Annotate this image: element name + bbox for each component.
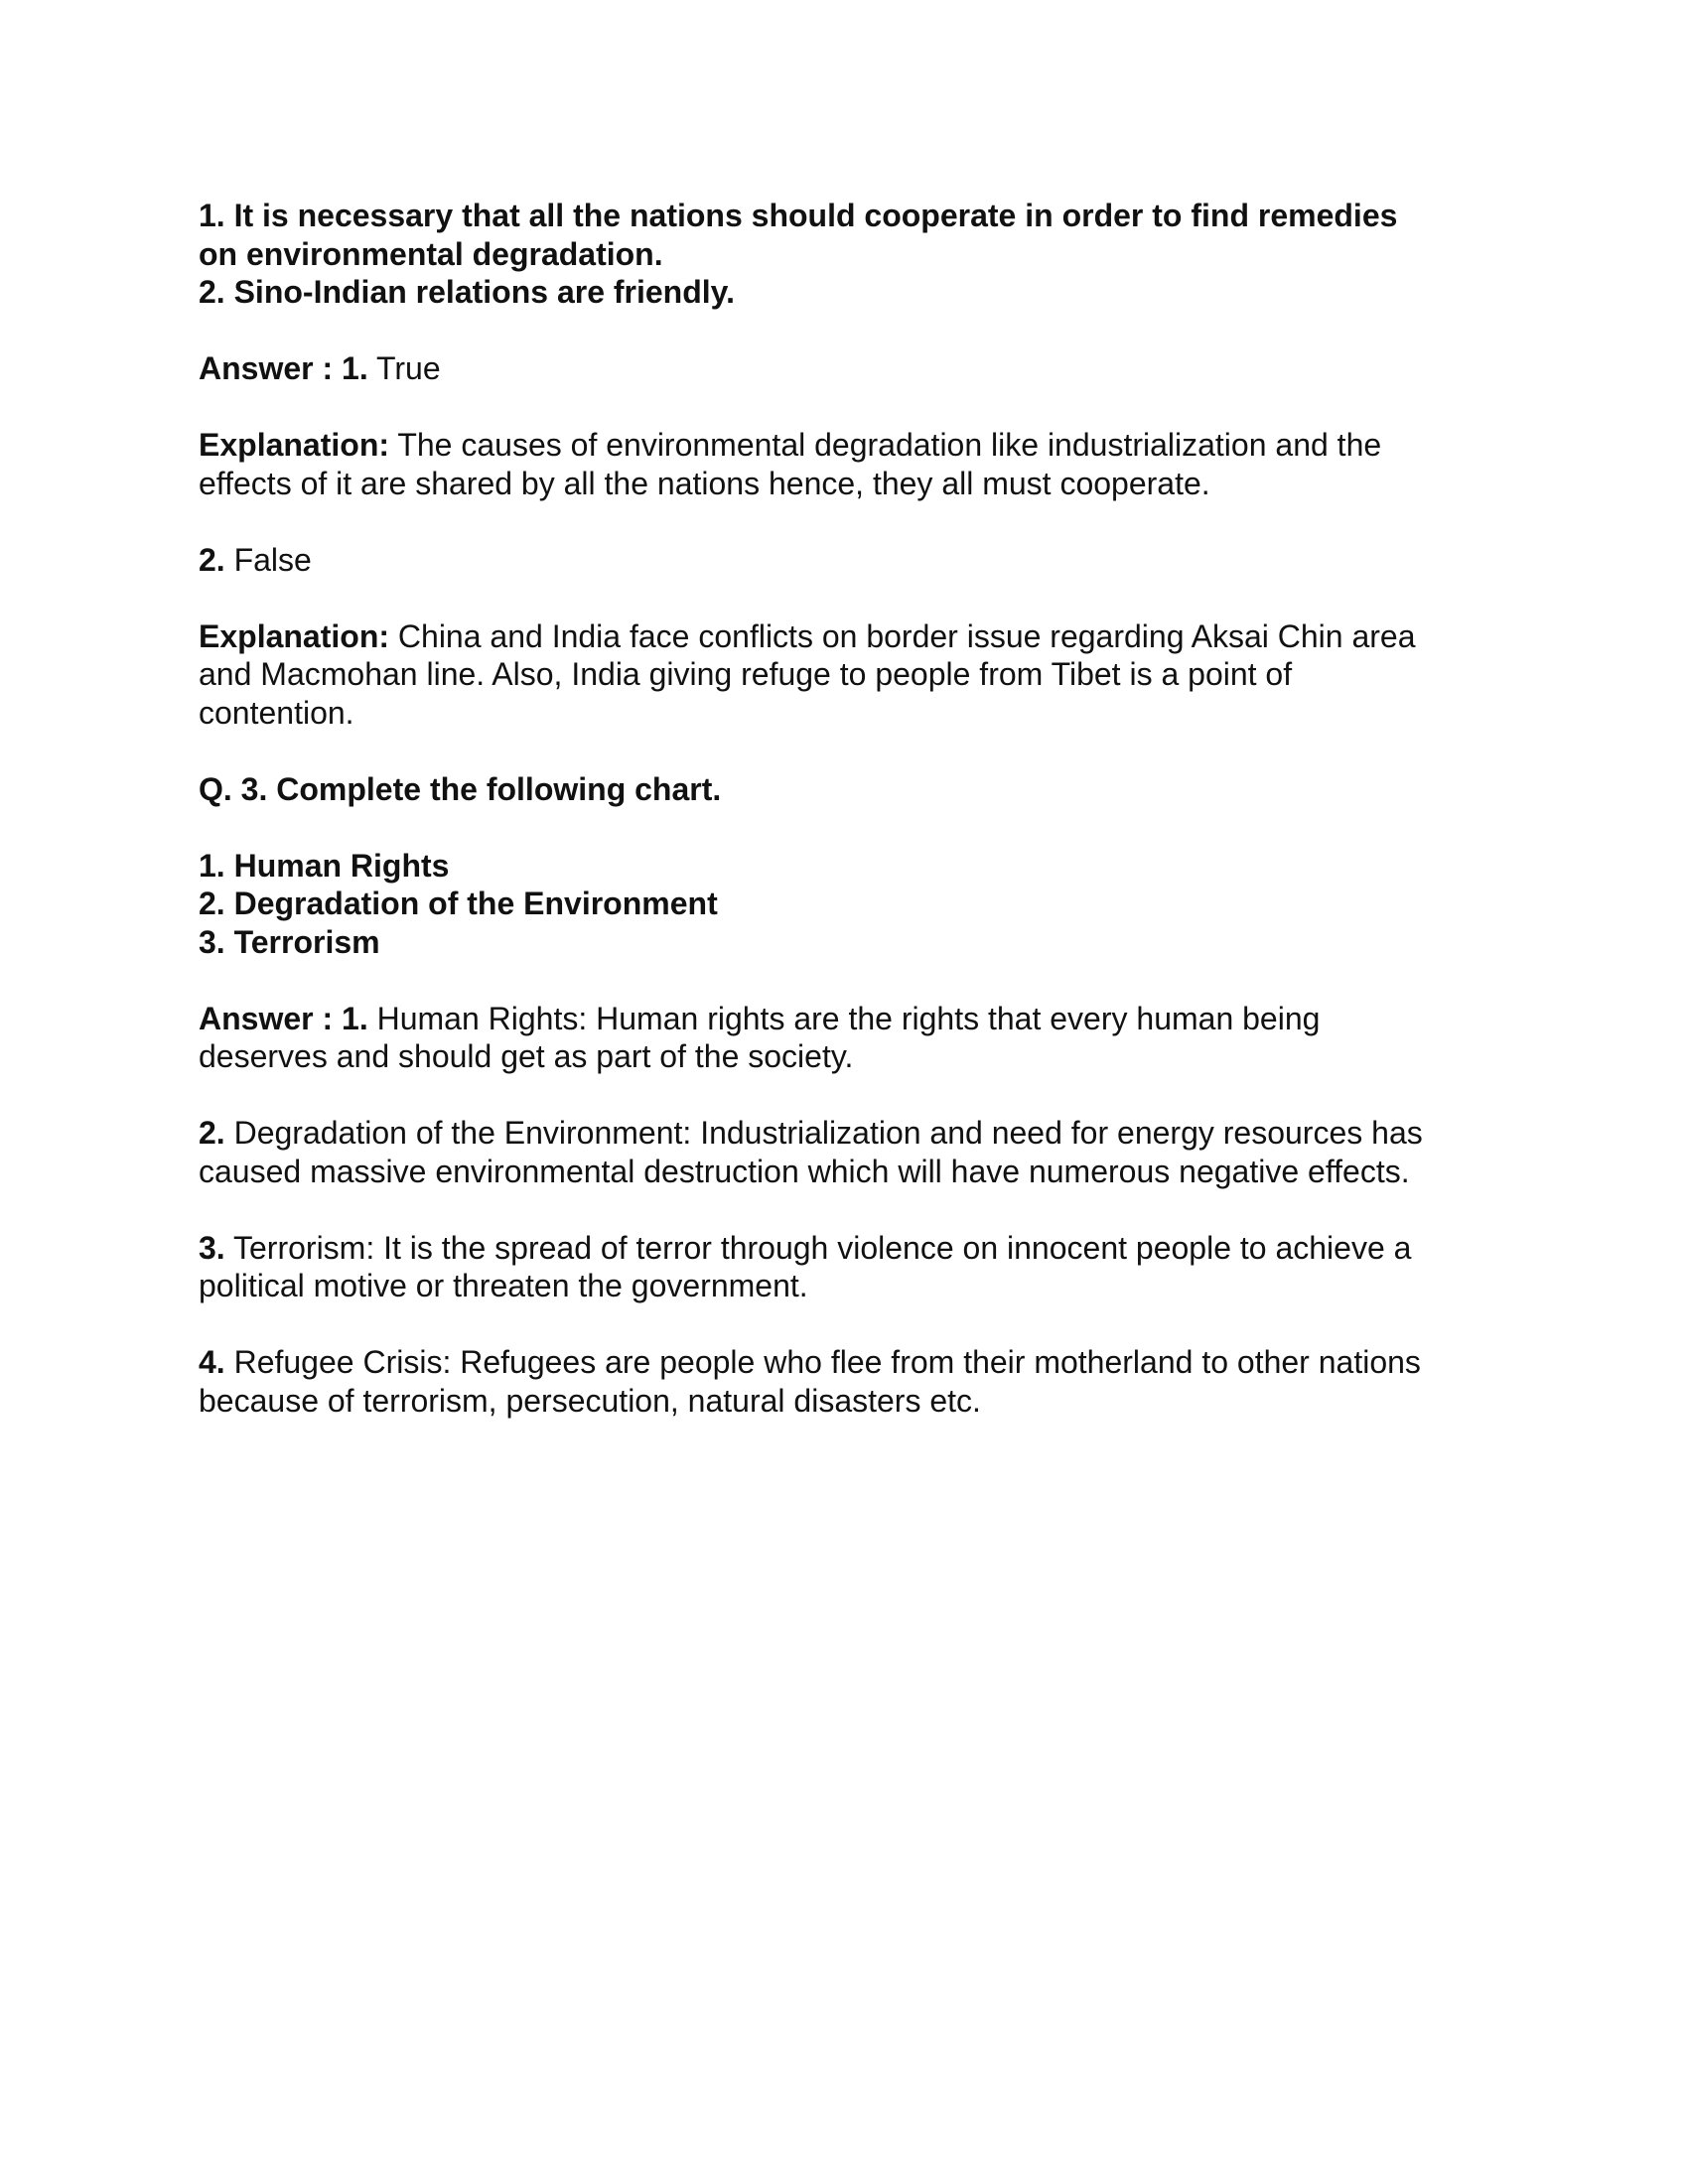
q3-answer-2-line-2: caused massive environmental destruction which will have numerous negative effects. xyxy=(199,1153,1410,1189)
document-page xyxy=(199,197,1489,1420)
q3-answer-1-line-2: deserves and should get as part of the society. xyxy=(199,1038,854,1074)
answer-2-label: 2. xyxy=(199,541,225,578)
answer-text: Human Rights: Human rights are the rights that every human being xyxy=(367,1000,1321,1036)
question-3-title: Q. 3. Complete the following chart. xyxy=(199,770,722,807)
answer-number: 3. xyxy=(199,1229,225,1266)
explanation-label: Explanation: xyxy=(199,617,390,654)
answer-label: Answer : 1. xyxy=(199,350,368,386)
explanation-label: Explanation: xyxy=(199,427,390,463)
answer-number: 4. xyxy=(199,1344,225,1380)
explanation-1-line-2: effects of it are shared by all the nations hence, they all must cooperate. xyxy=(199,465,1210,501)
chart-item-human-rights: 1. Human Rights xyxy=(199,847,450,884)
answer-text: Degradation of the Environment: Industrialization and need for energy resources has xyxy=(224,1115,1423,1151)
q3-answer-3-line-2: political motive or threaten the government. xyxy=(199,1268,808,1303)
explanation-1-line-1 xyxy=(199,426,1489,465)
answer-number: 2. xyxy=(199,1115,225,1151)
answer-value: True xyxy=(367,350,441,386)
q3-answer-4-line-1 xyxy=(199,1343,1489,1382)
explanation-2-line-2: and Macmohan line. Also, India giving refuge to people from Tibet is a point of xyxy=(199,656,1293,692)
answer-2-value: False xyxy=(224,541,312,578)
q3-answer-3-line-1 xyxy=(199,1229,1489,1268)
answer-label: Answer : 1. xyxy=(199,1000,368,1036)
q3-answer-1-line-1 xyxy=(199,1000,1489,1038)
statement-2: 2. Sino-Indian relations are friendly. xyxy=(199,274,735,310)
explanation-2-line-3: contention. xyxy=(199,694,354,731)
statement-1-line-2: on environmental degradation. xyxy=(199,235,663,272)
q3-answer-2-line-1 xyxy=(199,1114,1489,1153)
q3-answer-4-line-2: because of terrorism, persecution, natural disasters etc. xyxy=(199,1382,981,1419)
answer-2 xyxy=(199,541,1489,580)
chart-item-environment: 2. Degradation of the Environment xyxy=(199,886,718,921)
explanation-text: The causes of environmental degradation like industrialization and the xyxy=(389,427,1382,463)
explanation-text: China and India face conflicts on border issue regarding Aksai Chin area xyxy=(389,617,1416,654)
answer-text: Refugee Crisis: Refugees are people who flee from their motherland to other nations xyxy=(224,1344,1421,1380)
answer-text: Terrorism: It is the spread of terror through violence on innocent people to achieve a xyxy=(224,1229,1412,1266)
answer-1 xyxy=(199,349,1489,388)
explanation-2-line-1 xyxy=(199,617,1489,656)
chart-item-terrorism: 3. Terrorism xyxy=(199,923,380,960)
statement-1-line-1: 1. It is necessary that all the nations should cooperate in order to find remedies xyxy=(199,198,1398,233)
